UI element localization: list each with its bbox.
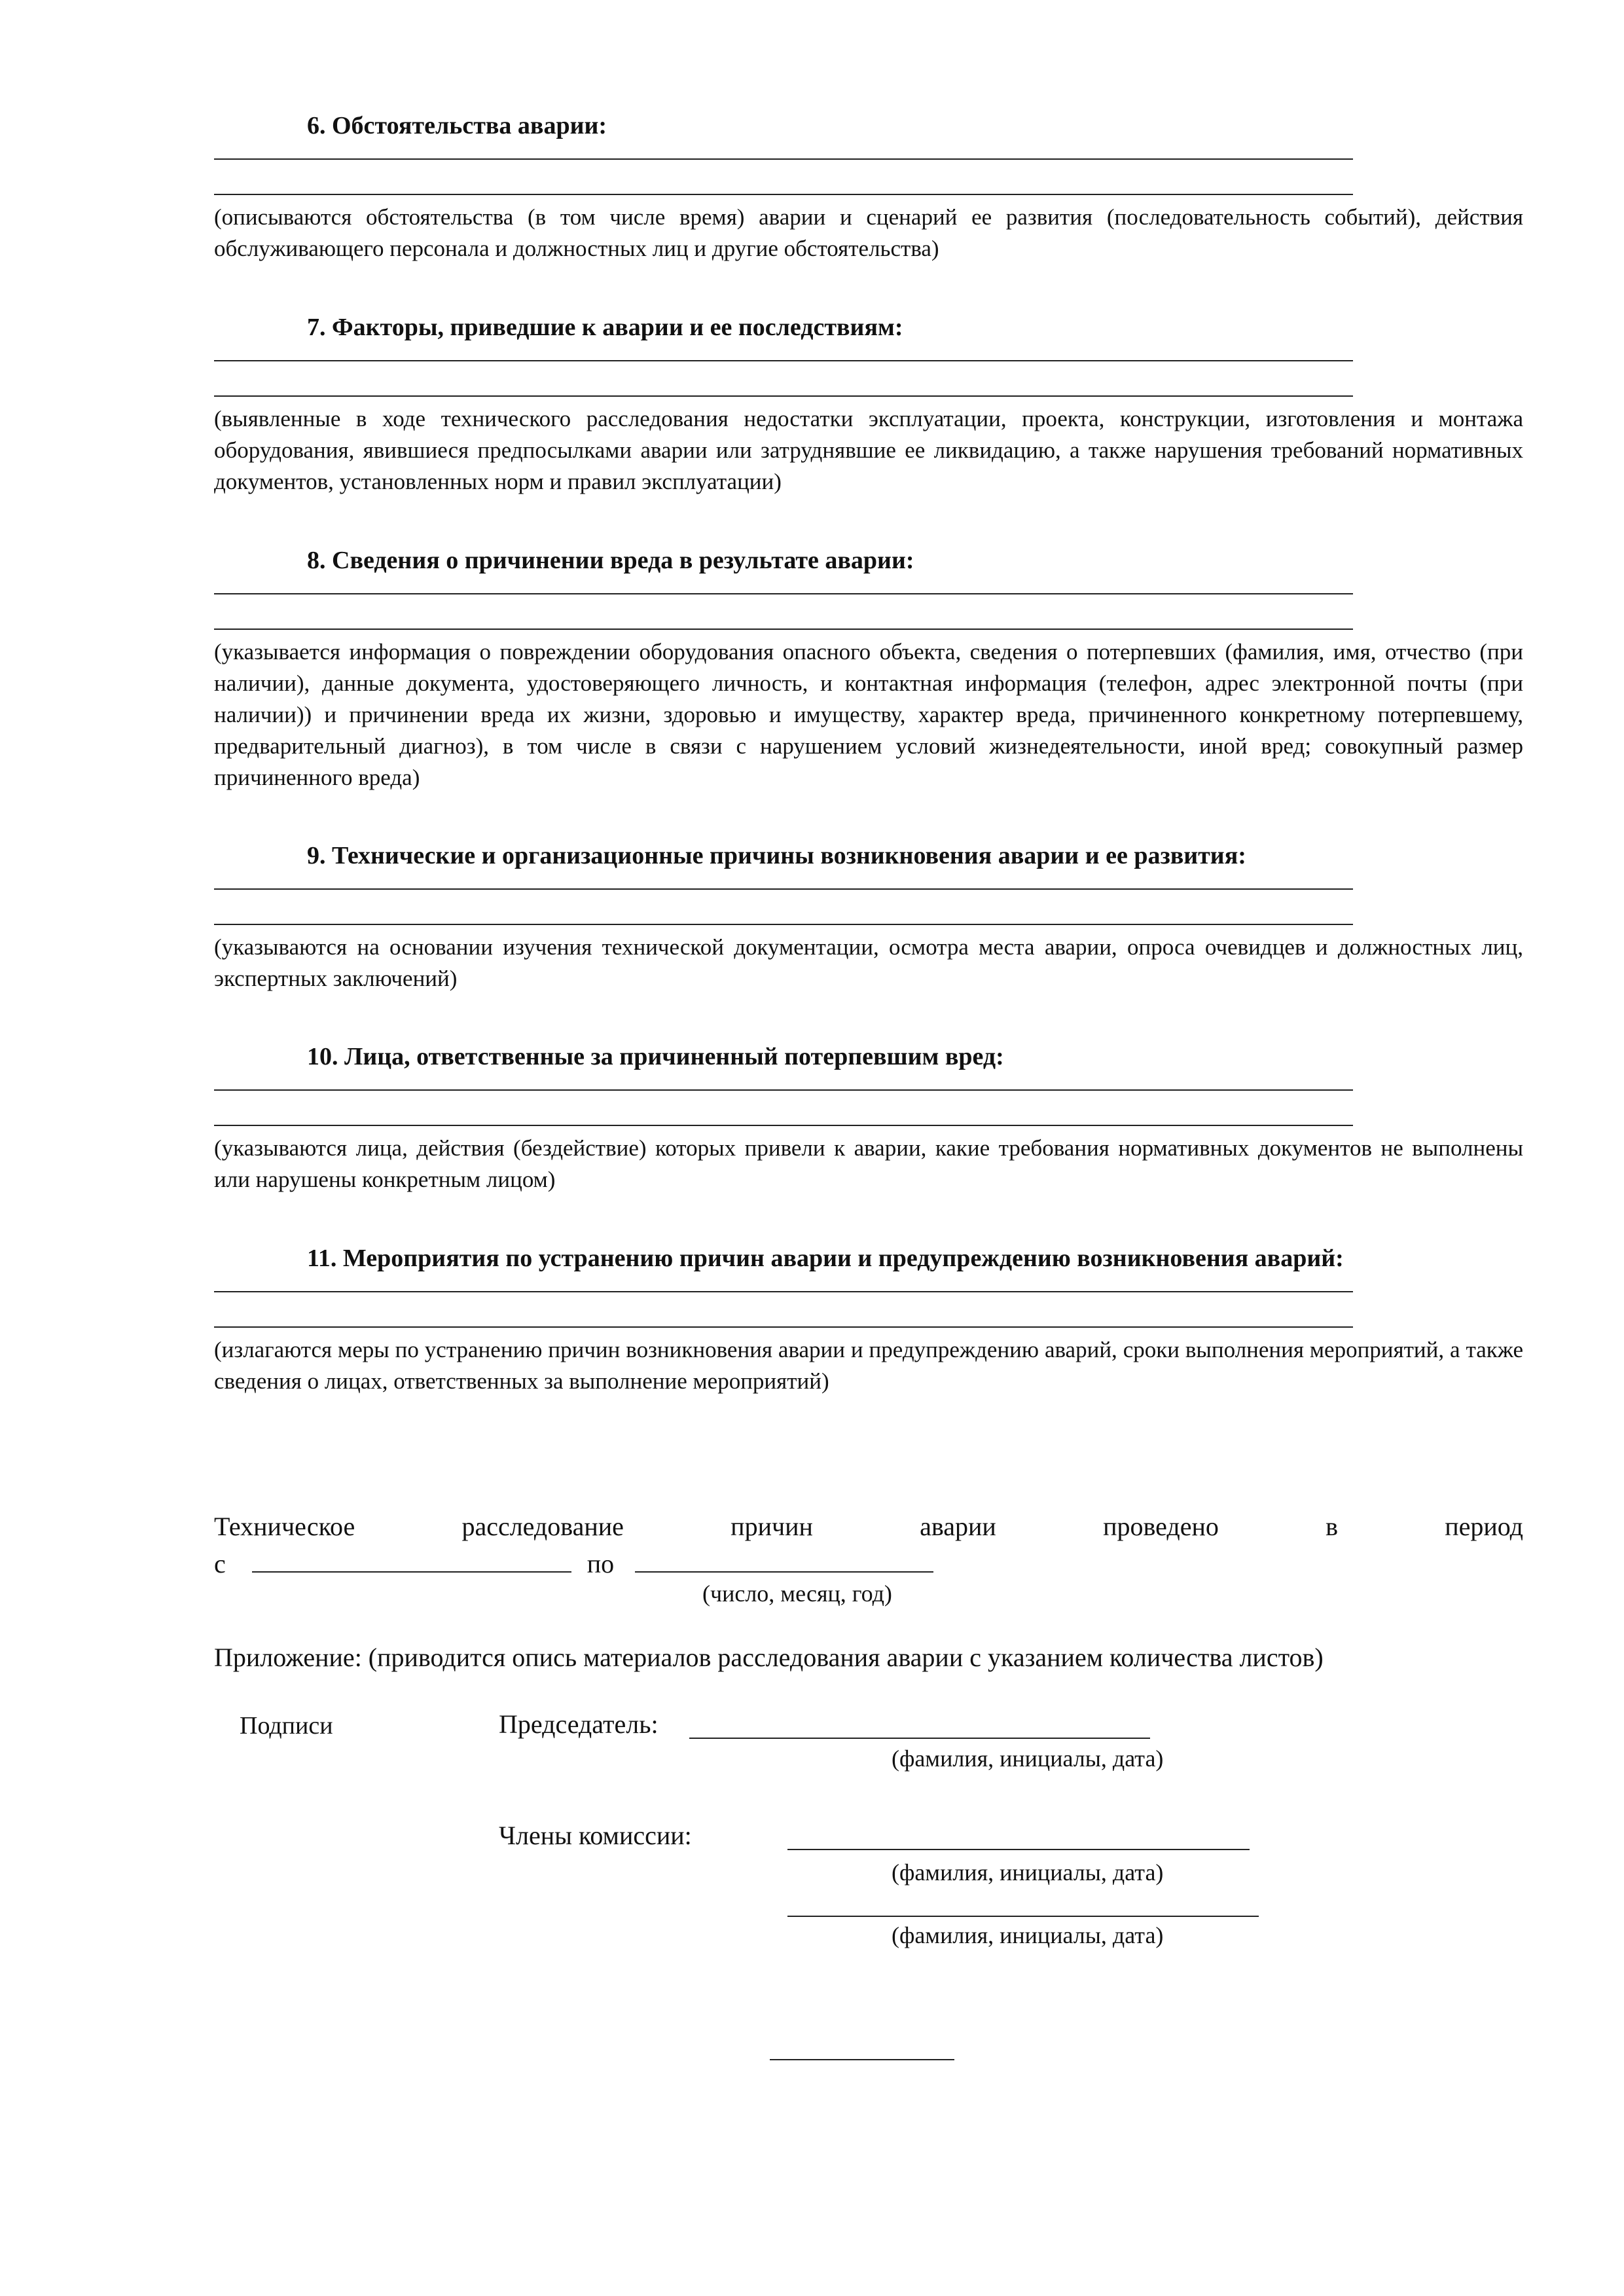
section-note: (указываются на основании изучения технической документации, осмотра места аварии, опроса очевидцев и должностных лиц, экспертных заключений) [214,934,1523,991]
period-to-field[interactable] [635,1548,933,1573]
section-11 [214,1243,1523,1397]
period-from-field[interactable] [252,1548,571,1573]
signatures-label: Подписи [240,1712,333,1740]
member-1-signature-line[interactable] [787,1849,1250,1850]
fill-line[interactable] [214,888,1353,890]
chairman-caption: (фамилия, инициалы, дата) [892,1745,1164,1772]
appendix-text: Приложение: (приводится опись материалов расследования аварии с указанием количества листов) [214,1643,1324,1672]
section-heading: 10. Лица, ответственные за причиненный потерпевшим вред: [307,1043,1004,1070]
period-word: проведено [1103,1512,1219,1541]
fill-line[interactable] [214,629,1353,630]
members-label: Члены комиссии: [499,1821,692,1850]
section-heading: 7. Факторы, приведшие к аварии и ее последствиям: [307,314,903,341]
section-note: (указываются лица, действия (бездействие) которых привели к аварии, какие требования нормативных документов не выполнены или нарушены конкретным лицом) [214,1135,1523,1192]
period-caption: (число, месяц, год) [702,1580,892,1607]
section-10 [214,1041,1523,1195]
fill-line[interactable] [214,158,1353,160]
section-heading: 11. Мероприятия по устранению причин аварии и предупреждению возникновения аварий: [307,1245,1344,1272]
section-note: (описываются обстоятельства (в том числе время) аварии и сценарий ее развития (последовательность событий), действия обслуживающего персонала и должностных лиц и другие обстоятельства) [214,204,1523,261]
section-heading: 9. Технические и организационные причины возникновения аварии и ее развития: [307,842,1246,869]
closing-rule [770,2059,954,2060]
member-2-caption: (фамилия, инициалы, дата) [892,1922,1164,1948]
period-word: расследование [461,1512,624,1541]
period-word: период [1445,1512,1523,1541]
member-2-signature-line[interactable] [787,1916,1259,1917]
period-from-label: с [214,1549,226,1578]
section-note: (выявленные в ходе технического расследования недостатки эксплуатации, проекта, конструкции, изготовления и монтажа оборудования, явившиеся предпосылками аварии или затруднявшие ее ликвидацию, а также нарушения требований нормативных документов, установленных норм и правил эксплуатации) [214,406,1523,494]
chairman-signature-line[interactable] [689,1738,1150,1739]
member-1-caption: (фамилия, инициалы, дата) [892,1859,1164,1886]
section-note: (указывается информация о повреждении оборудования опасного объекта, сведения о потерпевших (фамилия, имя, отчество (при наличии), данные документа, удостоверяющего личность, и контактная информация (телефон, адрес электронной почты (при наличии)) и причинении вреда их жизни, здоровью и имуществу, характер вреда, причиненного конкретному потерпевшему, предварительный диагноз), в том числе в связи с нарушением условий жизнедеятельности, иной вред; совокупный размер причиненного вреда) [214,639,1523,790]
fill-line[interactable] [214,1291,1353,1292]
fill-line[interactable] [214,1089,1353,1091]
fill-line[interactable] [214,1326,1353,1328]
section-note: (излагаются меры по устранению причин возникновения аварии и предупреждению аварий, сроки выполнения мероприятий, а также сведения о лицах, ответственных за выполнение мероприятий) [214,1337,1523,1394]
fill-line[interactable] [214,395,1353,397]
period-word: аварии [920,1512,996,1541]
section-heading: 8. Сведения о причинении вреда в результате аварии: [307,547,914,574]
fill-line[interactable] [214,360,1353,361]
period-to-label: по [586,1549,615,1578]
chairman-label: Председатель: [499,1709,659,1739]
section-9 [214,840,1523,994]
section-heading: 6. Обстоятельства аварии: [307,112,607,139]
fill-line[interactable] [214,593,1353,594]
period-word: в [1326,1512,1338,1541]
period-dates [214,1548,933,1580]
section-7 [214,312,1523,498]
section-6 [214,110,1523,264]
period-word: причин [731,1512,813,1541]
section-8 [214,545,1523,793]
period-statement [214,1511,1523,1542]
fill-line[interactable] [214,194,1353,195]
fill-line[interactable] [214,1125,1353,1126]
fill-line[interactable] [214,924,1353,925]
period-word: Техническое [214,1512,355,1541]
